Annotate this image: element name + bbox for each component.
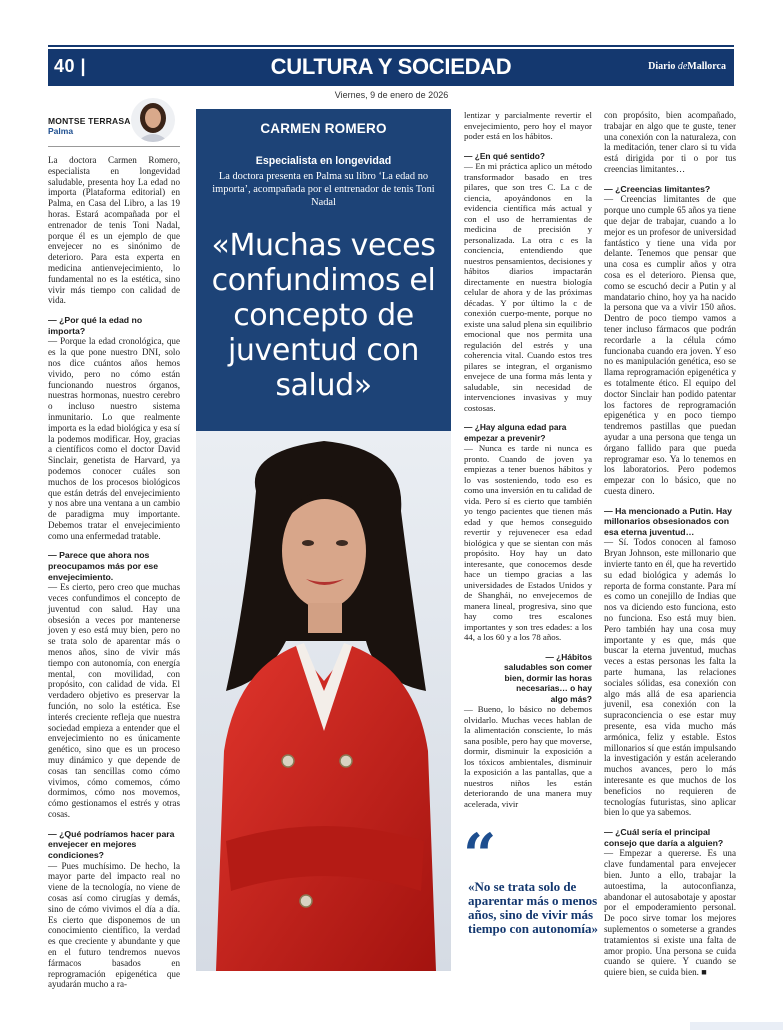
- header-top-rule: [48, 45, 734, 47]
- interviewee-title: Especialista en longevidad: [255, 155, 392, 167]
- page-number: 40 |: [54, 56, 87, 76]
- issue-date: Viernes, 9 de enero de 2026: [334, 90, 449, 100]
- article-column-2: [464, 110, 592, 809]
- interview-answer: — Pues muchísimo. De hecho, la mayor parte del impacto real no viene de la tecnología, no viene de cosas así como cirugías y demás, sino de cómo vivimos el día a día. Es cierto que disponemos de un conocimiento científico, la verdad es que creciente y abundante y que en el futuro tendremos nuevos fármacos basados en reprogramación epigenética que ayudarán mucho a ra-: [48, 860, 180, 990]
- interview-answer: — Es cierto, pero creo que muchas veces confundimos el concepto de juventud con salud. Hay una obsesión a veces por mantenerse joven y eso está muy bien, pero no se trata solo de aparentar más o menos años, sino de vivir más tiempo con autonomía, con energía mental, con movilidad, con propósito, con calidad de vida. El verdadero objetivo es preservar la función, no solo la estética. Ese interés creciente refleja que nuestra sociedad empieza a entender que el envejecimiento no es únicamente genético, sino que es un proceso muy dinámico y que depende de cosas tan sencillas como cómo vivimos, cómo comemos, cómo dormimos, cómo nos movemos, cómo gestionamos el estrés y otras cosas.: [48, 582, 180, 819]
- interview-question: — Parece que ahora nos preocupamos más por ese envejecimiento.: [48, 550, 159, 582]
- article-column-3: [604, 110, 736, 978]
- interview-answer: — Nunca es tarde ni nunca es pronto. Cuando de joven ya empiezas a tener buenos hábitos y lo vas sosteniendo, todo eso es como una inversión en tu calidad de vida. Pero sí es cierto que también yo tengo pacientes que tienen más edad y que hemos conseguido revertir y rejuvenecer esa edad biológica y que se sientan con más propósito. Hoy hay un dato interesante, que conocemos desde hace un tiempo gracias a las universidades de Estados Unidos y de Shanghái, no envejecemos de manera lineal, progresiva, sino que hay como tres escalones importantes y son tres edades: a los 44, a los 60 y a los 78 años.: [464, 443, 592, 642]
- interview-answer: — Empezar a quererse. Es una clave fundamental para envejecer bien. Junto a ello, trabajar la autoestima, la autoconfianza, abandonar el autosabotaje y apostar por el empoderamiento personal. De poco sirve tomar los mejores suplementos o someterse a grandes tratamientos si existe una falta de amor propio. Una persona se cuida cuando se quiere. Y cuando se quiere bien, se cuida bien. ■: [604, 848, 736, 978]
- interview-answer: — Bueno, lo básico no debemos olvidarlo. Muchas veces hablan de la alimentación consciente, lo más sana posible, pero hay que moverse, dormir, disminuir la exposición a los tóxicos ambientales, disminuir la exposición a las pantallas, que a nuestros niños les están deteriorando de una manera muy acelerada, vivir: [464, 704, 592, 809]
- headline: «Muchas veces confundimos el concepto de juventud con salud»: [211, 228, 436, 403]
- interview-question: — ¿Hábitos saludables son comer bien, dormir las horas necesarias… o hay algo más?: [504, 651, 592, 704]
- page-corner-decoration: [690, 1022, 783, 1030]
- interview-answer: — Creencias limitantes de que porque uno cumple 65 años ya tiene que dejar de trabajar, cuando a lo mejor es un profesor de universidad fantástico y tiene una vida por delante. Tenemos que pensar que una cosa es cumplir años y otra cosa es el deterioro. Piensa que, como se escuchó decir a Putin y al mandatario chino, hoy ya ha nacido la persona que va a vivir 150 años. Dentro de poco tiempo vamos a tener incluso fármacos que podrán recordarle a la célula cómo funcionaba cuando era joven. Y eso no es manipulación genética, eso se llama reprogramación epigenética y es totalmente ético. El equipo del doctor Sinclair han podido patentar los factores de reprogramación epigenética y en poco tiempo tendremos pastillas que puedan ayudar a una persona que tenga un órgano fallido para que pueda reprogramar eso. Ya lo tenemos en los laboratorios. Pero podemos empezar con lo básico, que no cuesta dinero.: [604, 194, 736, 496]
- interview-question: — ¿Creencias limitantes?: [604, 183, 711, 194]
- interview-question: — ¿Qué podríamos hacer para envejecer en mejores condiciones?: [48, 828, 175, 860]
- author-avatar: [131, 98, 175, 142]
- interview-answer: — Porque la edad cronológica, que es la que pone nuestro DNI, solo nos dice cuántos años hemos vivido, pero no cómo están funcionando nuestros órganos, nuestras hormonas, nuestro cerebro o incluso nuestro sistema inmunitario. Lo que realmente importa es la edad biológica y esa sí la podemos modificar. Hoy, gracias a científicos como el doctor David Sinclair, genetista de Harvard, ya podemos conocer cuáles son muchos de los procesos biológicos que están detrás del envejecimiento y nos abre una ventana a un cambio de paradigma muy importante. Debemos tratar el envejecimiento como una enfermedad tratable.: [48, 336, 180, 541]
- interview-question: — ¿Hay alguna edad para empezar a prevenir?: [464, 422, 567, 443]
- interview-question: — ¿Por qué la edad no importa?: [48, 315, 143, 336]
- interview-answer: — Sí. Todos conocen al famoso Bryan Johnson, este millonario que invierte tanto en él, que ha revertido su edad biológica y además lo reporta de forma constante. Para mí es como un conejillo de Indias que nos va diciendo esto funciona, esto no funciona. Eso está muy bien. Pero también hay una cosa muy importante y es que, más que buscar la eterna juventud, muchas veces a estas personas les falta la parte humana, las relaciones sociales sólidas, esa conexión con algo más allá de esa apariencia juvenil, esa conexión con la supraconciencia o ese estar muy presente, esa vida mucho más armónica, feliz y estable. Estos millonarios sí que están impulsando la investigación y están acelerando muchos avances, pero lo más interesante es que muchos de los beneficios no requieren de tecnologías futuristas, sino aplicar bien lo que ya sabemos.: [604, 537, 736, 818]
- section-header-bar: [48, 49, 734, 86]
- interview-answer: lentizar y parcialmente revertir el envejecimiento, pero hoy el mayor poder está en los hábitos.: [464, 110, 592, 141]
- author-location: Palma: [48, 126, 74, 136]
- byline-divider: [48, 146, 180, 147]
- standfirst: La doctora presenta en Palma su libro ‘La edad no importa’, acompañada por el entrenador de tenis Toni Nadal: [212, 171, 435, 208]
- newspaper-logo: Diario deMallorca: [648, 61, 726, 72]
- interview-answer: — En mi práctica aplico un método transformador basado en tres pilares, que son tres C. La c de ciencia, apoyándonos en la evidencia científica más actual y con el uso de herramientas de medicina de precisión y personalizada. La otra c es la conciencia, entendiendo que nuestros pensamientos, decisiones y hábitos diarios impactarán directamente en nuestra biología celular de ahora y de las próximas décadas. Y por último la c de conexión cuerpo-mente, porque no existe una salud plena sin equilibrio emocional que nos permita una regulación del estrés y una coherencia vital. Cuando estos tres pilares se integran, el organismo envejece de una forma más lenta y saludable, sin necesidad de intervenciones invasivas y muy costosas.: [464, 161, 592, 413]
- author-name: MONTSE TERRASA: [48, 116, 131, 126]
- interview-answer: con propósito, bien acompañado, trabajar en algo que te guste, tener una conexión con la naturaleza, con la meditación, tener claro si tu vida está dirigida por ti o por tus creencias limitantes…: [604, 110, 736, 174]
- interview-question: — Ha mencionado a Putin. Hay millonarios obsesionados con esa eterna juventud…: [604, 505, 732, 537]
- section-title: CULTURA Y SOCIEDAD: [270, 54, 512, 79]
- quote-mark-icon: “: [463, 821, 497, 889]
- interview-question: — ¿En qué sentido?: [464, 150, 545, 161]
- portrait-photo: [196, 431, 451, 971]
- article-column-1: [48, 155, 180, 990]
- pull-quote: «No se trata solo de aparentar más o menos años, sino de vivir más tiempo con autonomía»: [468, 879, 598, 936]
- interviewee-name: CARMEN ROMERO: [260, 121, 387, 136]
- article-intro: La doctora Carmen Romero, especialista en longevidad saludable, presenta hoy La edad no importa (Plataforma editorial) en Palma, en Casa del Libro, a las 19 horas. Estará acompañada por el entrenador de tenis Toni Nadal, porque él es un ejemplo de que envejecer no es sinónimo de deterioro. Para esta experta en medicina antienvejecimiento, lo fundamental no es la estética, sino vivir más tiempo con calidad de vida.: [48, 155, 180, 306]
- interview-question: — ¿Cuál sería el principal consejo que daría a alguien?: [604, 827, 724, 848]
